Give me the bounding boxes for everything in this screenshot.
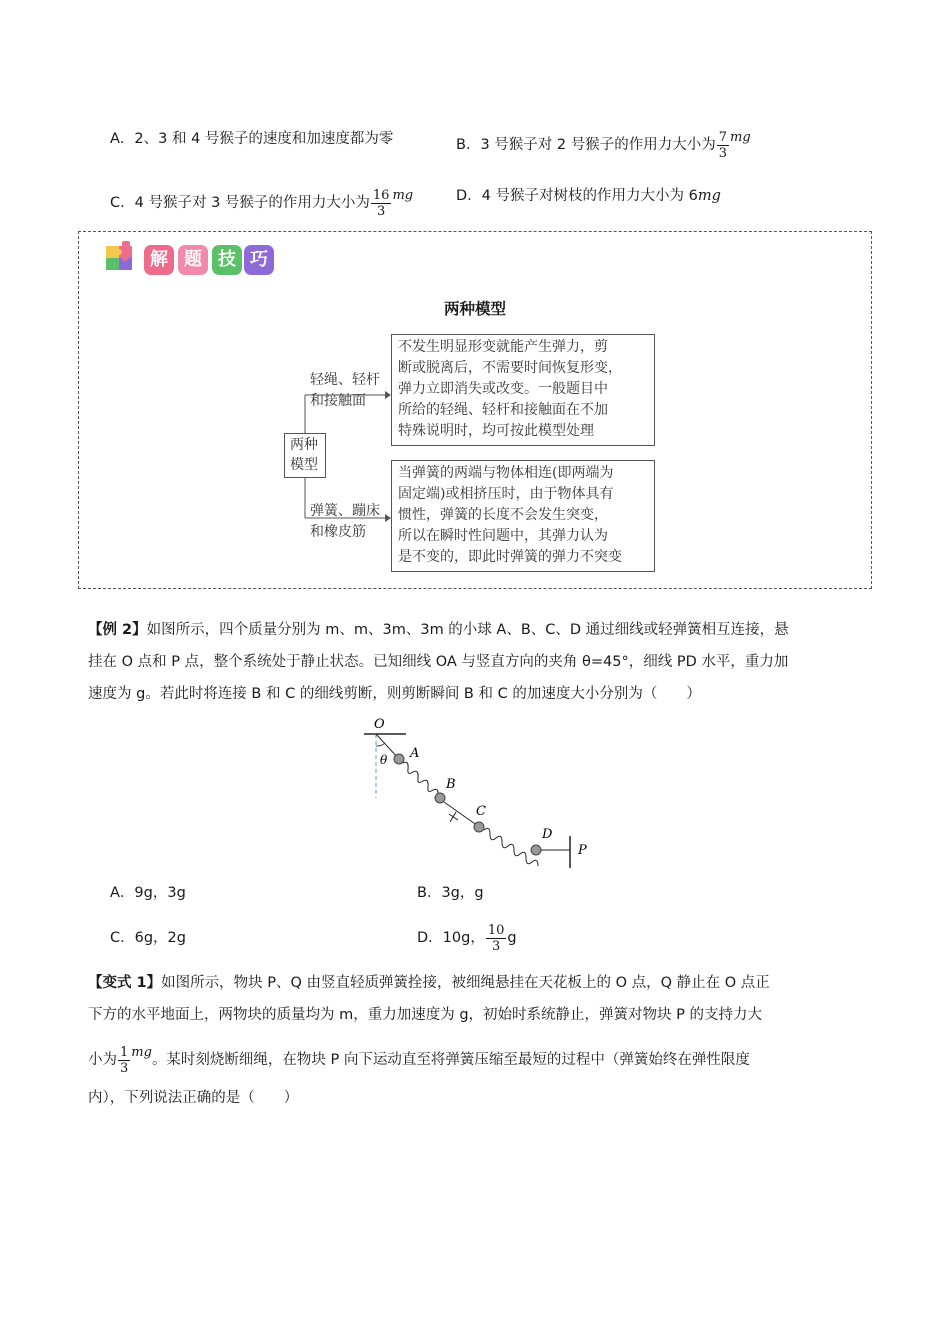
root-label-2: 模型 <box>290 457 318 473</box>
label-theta: θ <box>380 753 388 767</box>
example2-option-d: D．10g， $\frac{10}{3}$ g <box>417 922 517 954</box>
example2-option-c: C．6g，2g <box>110 930 186 946</box>
variant1-paragraph: 【变式 1】如图所示，物块 P、Q 由竖直轻质弹簧拴接，被细绳悬挂在天花板上的 O 点，Q 静止在 O 点正 下方的水平地面上，两物块的质量均为 m，重力加速度为 g，初始时系统静止，弹簧对物块 P 的支持力大 小为 $\frac{1}{3}$ mg。某时刻烧断细绳，在物块 P 向下运动直至将弹簧压缩至最短的过程中（弹簧始终在弹性限度 内），下列说法正确的是（ ） <box>88 975 770 1106</box>
badge-ti: 题 <box>178 245 208 275</box>
elastic-model-box: 当弹簧的两端与物体相连(即两端为 固定端)或相挤压时，由于物体具有 惯性，弹簧的长度不会发生突变， 所以在瞬时性问题中，其弹力认为 是不变的，即此时弹簧的弹力不突变 <box>391 460 655 572</box>
fraction: $\frac{7}{3}$ <box>718 129 728 161</box>
example2-option-b: B．3g，g <box>417 885 484 901</box>
badge-qiao: 巧 <box>244 245 274 275</box>
example2-option-a: A．9g，3g <box>110 885 186 901</box>
example2-label: 【例 2】 <box>88 622 147 638</box>
fraction: $\frac{16}{3}$ <box>372 187 390 219</box>
branch2-label-1: 弹簧、蹦床 <box>310 503 380 519</box>
label-b: B <box>446 777 456 792</box>
example2-paragraph: 【例 2】如图所示，四个质量分别为 m、m、3m、3m 的小球 A、B、C、D 通过细线或轻弹簧相互连接，悬 挂在 O 点和 P 点，整个系统处于静止状态。已知细线 OA 与竖直方向的夹角 θ=45°，细线 PD 水平，重力加 速度为 g。若此时将连接 B 和 C 的细线剪断，则剪断瞬间 B 和 C 的加速度大小分别为（ ） <box>88 622 789 702</box>
branch1-label-2: 和接触面 <box>310 393 366 409</box>
branch2-label-2: 和橡皮筋 <box>310 524 366 540</box>
option-c: C．4 号猴子对 3 号猴子的作用力大小为 $\frac{16}{3}$ mg <box>110 187 414 219</box>
badge-jie: 解 <box>144 245 174 275</box>
label-p: P <box>578 843 587 858</box>
option-b: B．3 号猴子对 2 号猴子的作用力大小为 $\frac{7}{3}$ mg <box>456 129 751 161</box>
label-c: C <box>476 804 486 819</box>
label-o: O <box>374 717 385 732</box>
badge-ji: 技 <box>212 245 242 275</box>
option-b-text: B．3 号猴子对 2 号猴子的作用力大小为 <box>456 137 716 153</box>
option-a: A．2、3 和 4 号猴子的速度和加速度都为零 <box>110 131 394 147</box>
branch1-label-1: 轻绳、轻杆 <box>310 372 380 388</box>
option-d: D．4 号猴子对树枝的作用力大小为 6mg <box>456 188 721 204</box>
rigid-model-box: 不发生明显形变就能产生弹力，剪 断或脱离后，不需要时间恢复形变， 弹力立即消失或改变。一般题目中 所给的轻绳、轻杆和接触面在不加 特殊说明时，均可按此模型处理 <box>391 334 655 446</box>
fraction: $\frac{10}{3}$ <box>487 922 505 954</box>
option-c-text: C．4 号猴子对 3 号猴子的作用力大小为 <box>110 195 370 211</box>
spring-ball-figure <box>350 712 610 872</box>
model-title: 两种模型 <box>443 300 506 318</box>
root-label-1: 两种 <box>290 437 318 453</box>
label-d: D <box>542 827 553 842</box>
label-a: A <box>410 746 420 761</box>
fraction: $\frac{1}{3}$ <box>120 1044 129 1076</box>
variant1-label: 【变式 1】 <box>88 975 162 991</box>
